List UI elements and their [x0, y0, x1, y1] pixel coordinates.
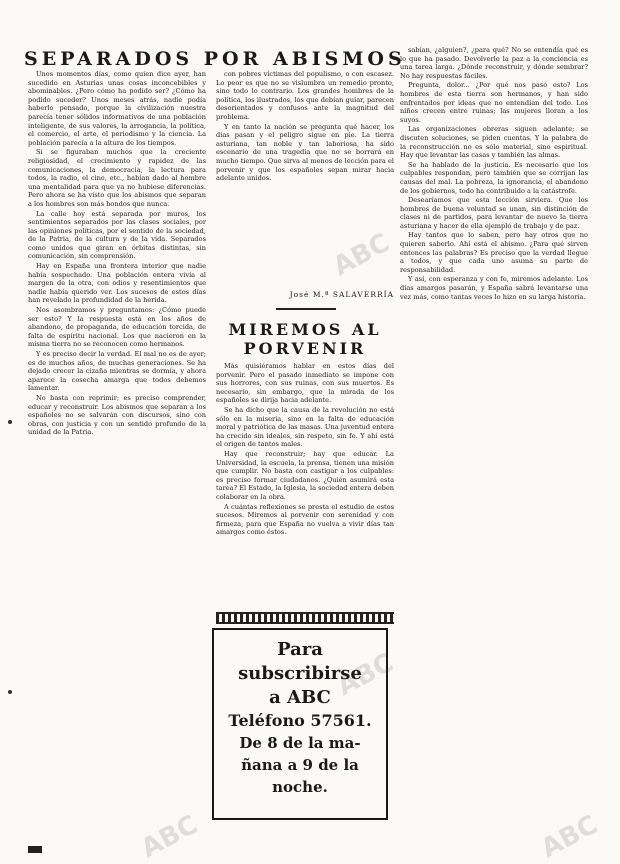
- watermark-abc: ABC: [328, 227, 395, 283]
- ad-phone: Teléfono 57561.: [228, 711, 372, 730]
- paragraph: Nos asombramos y preguntamos: ¿Cómo puede ser esto? Y la respuesta está en los años de abandono, de propaganda, de educación torcida, de falta de espíritu nacional. Los que nacieron en la misma tierra no se reconocen como hermanos.: [28, 306, 206, 349]
- binding-hole-mark: [8, 420, 12, 424]
- paragraph: Hay en España una frontera interior que nadie había sospechado. Una población entera vivía al margen de la otra, con odios y resentimientos que nadie había querido ver. Los sucesos de estos días han revelado la profundidad de la herida.: [28, 262, 206, 305]
- binding-hole-mark: [8, 690, 12, 694]
- article-title-miremos: MIREMOS AL PORVENIR: [228, 320, 382, 358]
- paragraph: Y en tanto la nación se pregunta qué hacer, los días pasan y el peligro sigue en pie. La tierra asturiana, tan noble y tan laboriosa, ha sido escenario de una tragedia que no se borrará en mucho tiempo. Que sirva al menos de lección para el porvenir y que los españoles sepan mirar hacia adelante unidos.: [216, 122, 394, 183]
- section-divider: [276, 308, 336, 310]
- paragraph: Y es preciso decir la verdad. El mal no es de ayer; es de muchos años, de muchas generaciones. Se ha dejado crecer la cizaña mientras se dormía, y ahora aparece la cosecha amarga que todos debemos lamentar.: [28, 350, 206, 393]
- paragraph: Las organizaciones obreras siguen adelante; se discuten soluciones, se piden cuentas. Y la palabra de la reconstrucción no es sólo material, sino espiritual. Hay que levantar las casas y también las almas.: [400, 125, 588, 160]
- author-signature: José M.ª SALAVERRÍA: [289, 290, 394, 299]
- article3-column: [400, 46, 588, 838]
- watermark-abc: ABC: [136, 809, 203, 864]
- paragraph: Hay que reconstruir; hay que educar. La Universidad, la escuela, la prensa, tienen una misión que cumplir. No basta con castigar a los culpables: es preciso formar ciudadanos. ¿Quién asumirá esta tarea? El Estado, la Iglesia, la sociedad entera deben colaborar en la obra.: [216, 449, 394, 501]
- ad-line: a ABC: [269, 687, 331, 708]
- article-title-separados: SEPARADOS POR ABISMOS: [24, 48, 406, 70]
- paragraph: Se ha hablado de la justicia. Es necesario que los culpables respondan, pero también que se corrijan las causas del mal. La pobreza, la ignorancia, el abandono de los gobiernos, todo ha contribuido a la catástrofe.: [400, 160, 588, 195]
- paragraph: A cuántas reflexiones se presta el estudio de estos sucesos. Miremos al porvenir con serenidad y con firmeza, para que España no vuelva a vivir días tan amargos como éstos.: [216, 502, 394, 537]
- ad-line: ñana a 9 de la: [241, 756, 359, 774]
- paragraph: con pobres víctimas del populismo, o con escasez. Lo peor es que no se vislumbra un remedio pronto, sino todo lo contrario. Los grandes hombres de la política, los ilustrados, los que debían guiar, parecen desorientados y confusos ante la magnitud del problema.: [216, 70, 394, 121]
- paragraph: Hay tantos que lo saben, pero hay otros que no quieren saberlo. Ahí está el abismo. ¿Para qué sirven entonces las palabras? Es preciso que la verdad llegue a todos, y que cada uno asuma su parte de responsabilidad.: [400, 231, 588, 274]
- paragraph: Si se figuraban muchos que la creciente religiosidad, el crecimiento y rapidez de las comunicaciones, la democracia, la lectura para todos, la radio, el cine, etc., habían dado al hombre una mentalidad para que ya no hubiese diferencias. Pero ahora se ha visto que los abismos que separan a los hombres son más hondos que nunca.: [28, 148, 206, 208]
- paragraph: No basta con reprimir; es preciso comprender, educar y reconstruir. Los abismos que separan a los españoles no se salvarán con discursos, sino con obras, con justicia y con un sentido profundo de la unidad de la Patria.: [28, 393, 206, 437]
- ad-line: Para subscribirse: [238, 639, 362, 684]
- paragraph: Unos momentos días, como quien dice ayer, han sucedido en Asturias unas cosas inconcebibles y abominables. ¿Pero cómo ha podido ser? ¿Cómo ha podido suceder? Unos meses atrás, nadie podía haberlo pensado, porque la civilización nuestra parecía tener sólidos informativos de una población inteligente, de sus valores, la arrogancia, la política, el comercio, el arte, el periodismo y la ciencia. La población parecía a la altura de los tiempos.: [28, 70, 206, 147]
- watermark-abc: ABC: [332, 647, 399, 703]
- ad-line: noche.: [272, 778, 328, 796]
- paragraph: Desearíamos que esta lección sirviera. Que los hombres de buena voluntad se unan, sin distinción de clases ni de partidos, para levantar de nuevo la tierra asturiana y hacer de ella ejemplo de trabajo y de paz.: [400, 196, 588, 230]
- watermark-abc: ABC: [536, 809, 603, 864]
- article2-body: [216, 362, 394, 608]
- print-mark: [28, 846, 42, 853]
- ad-line: De 8 de la ma-: [239, 734, 361, 752]
- subscription-ad: [212, 628, 388, 820]
- paragraph: La calle hoy está separada por muros, los sentimientos separados por las clases sociales, por las opiniones políticas, por el sentido de la sociedad, de la Patria, de la cultura y de la vida. Separados como unidos que giran en órbitas distintas, sin comunicación, sin comprensión.: [28, 209, 206, 261]
- paragraph: Más quisiéramos hablar en estos días del porvenir. Pero el pasado inmediato se impone con sus horrores, con sus ruinas, con sus muertos. Es necesario, sin embargo, que la mirada de los españoles se dirija hacia adelante.: [216, 362, 394, 405]
- article1-column-1: [28, 70, 206, 838]
- paragraph: Pregunta, dolor... ¿Por qué nos pasó esto? Los hombres de esta tierra son hermanos, y han sido enfrentados por ideas que no entendían del todo. Los niños crecen entre ruinas; las mujeres lloran a los suyos.: [400, 81, 588, 124]
- paragraph: Se ha dicho que la causa de la revolución no está sólo en la miseria, sino en la falta de educación moral y patriótica de las masas. Una juventud entera ha crecido sin ideales, sin respeto, sin fe. Y ahí está el origen de tantos males.: [216, 405, 394, 449]
- paragraph: sabían, ¿alguien?, ¿para qué? No se entendía qué es lo que ha pasado. Devolverle la paz a la conciencia es una tarea larga. ¿Dónde reconstruir, y dónde sembrar? No hay respuestas fáciles.: [400, 46, 588, 80]
- paragraph: Y así, con esperanza y con fe, miremos adelante. Los días amargos pasarán, y España sabrá levantarse una vez más, como tantas veces lo hizo en su larga historia.: [400, 275, 588, 301]
- decorative-border: [216, 612, 394, 624]
